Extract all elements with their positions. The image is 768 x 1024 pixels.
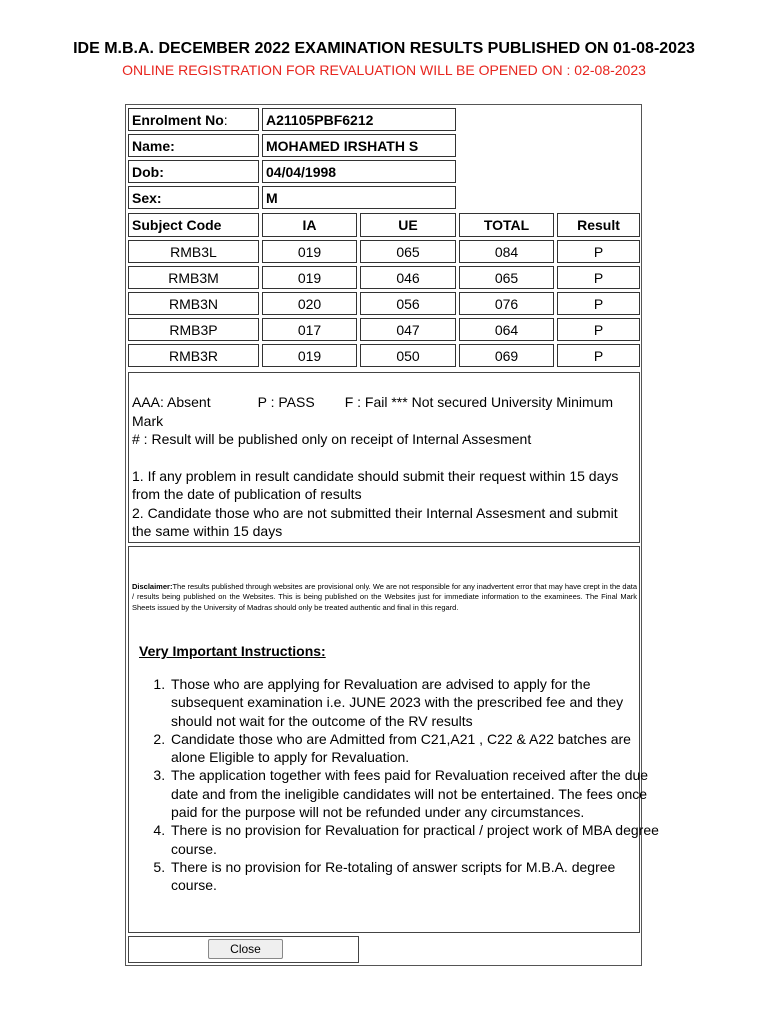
sex-label: Sex: — [128, 186, 259, 209]
col-header-result: Result — [557, 213, 640, 237]
row5-ia: 019 — [262, 344, 357, 367]
instruction-item: 1. Those who are applying for Revaluation are advised to apply for the subsequent examination i.e. JUNE 2023 with the prescribed fee and they should not wait for the outcome of the RV results — [169, 675, 659, 730]
note-2: 2. Candidate those who are not submitted their Internal Assesment and submit the same within 15 days — [132, 504, 618, 539]
dob-value: 04/04/1998 — [262, 160, 456, 183]
row2-result: P — [557, 266, 640, 289]
row1-ia: 019 — [262, 240, 357, 263]
row3-ia: 020 — [262, 292, 357, 315]
instruction-item: 3. The application together with fees paid for Revaluation received after the due date and from the ineligible candidates will not be entertained. The fees once paid for the purpose will not be refunded under any circumstances. — [169, 766, 659, 821]
col-header-total: TOTAL — [459, 213, 554, 237]
revaluation-notice: ONLINE REGISTRATION FOR REVALUATION WILL BE OPENED ON : 02-08-2023 — [122, 62, 646, 78]
legend-absent: AAA: Absent — [132, 394, 211, 410]
disclaimer-label: Disclaimer: — [132, 582, 173, 591]
legend-hash: # : Result will be published only on receipt of Internal Assesment — [132, 431, 532, 447]
instructions-heading: Very Important Instructions: — [139, 643, 326, 659]
row5-total: 069 — [459, 344, 554, 367]
sex-value: M — [262, 186, 456, 209]
row3-result: P — [557, 292, 640, 315]
legend-fail: F : Fail *** Not secured University Minimum Mark — [132, 394, 614, 429]
row1-subject-code: RMB3L — [128, 240, 259, 263]
row3-total: 076 — [459, 292, 554, 315]
instruction-item: 2. Candidate those who are Admitted from C21,A21 , C22 & A22 batches are alone Eligible to apply for Revaluation. — [169, 730, 659, 767]
disclaimer-text: The results published through websites are provisional only. We are not responsible for any inadvertent error that may have crept in the data / results being published on the Websites. This is being published on the Websites just for immediate information to the examinees. The Final Mark Sheets issued by the University of Madras should only be treated authentic and final in this regard. — [132, 582, 637, 612]
row4-total: 064 — [459, 318, 554, 341]
col-header-ia: IA — [262, 213, 357, 237]
disclaimer-section — [128, 546, 659, 933]
row5-result: P — [557, 344, 640, 367]
instruction-item: 5. There is no provision for Re-totaling of answer scripts for M.B.A. degree course. — [169, 858, 659, 895]
close-button[interactable]: Close — [208, 939, 283, 959]
row2-ia: 019 — [262, 266, 357, 289]
instruction-item: 4. There is no provision for Revaluation for practical / project work of MBA degree course. — [169, 821, 659, 858]
row4-ue: 047 — [360, 318, 456, 341]
row4-result: P — [557, 318, 640, 341]
enrolment-value: A21105PBF6212 — [262, 108, 456, 131]
enrolment-label: Enrolment No — [132, 112, 224, 128]
row2-ue: 046 — [360, 266, 456, 289]
row2-total: 065 — [459, 266, 554, 289]
legend-notes — [128, 372, 640, 543]
row3-subject-code: RMB3N — [128, 292, 259, 315]
row1-result: P — [557, 240, 640, 263]
col-header-subject-code: Subject Code — [128, 213, 259, 237]
note-1: 1. If any problem in result candidate should submit their request within 15 days from the date of publication of results — [132, 467, 619, 502]
page-title: IDE M.B.A. DECEMBER 2022 EXAMINATION RESULTS PUBLISHED ON 01-08-2023 — [73, 40, 695, 57]
col-header-ue: UE — [360, 213, 456, 237]
row5-ue: 050 — [360, 344, 456, 367]
instructions-list — [149, 675, 659, 895]
row4-subject-code: RMB3P — [128, 318, 259, 341]
enrolment-label-cell — [128, 108, 259, 131]
row4-ia: 017 — [262, 318, 357, 341]
disclaimer — [132, 582, 637, 613]
row3-ue: 056 — [360, 292, 456, 315]
name-value: MOHAMED IRSHATH S — [262, 134, 456, 157]
row1-total: 084 — [459, 240, 554, 263]
row2-subject-code: RMB3M — [128, 266, 259, 289]
legend-pass: P : PASS — [257, 394, 315, 410]
enrolment-colon: : — [223, 112, 228, 128]
name-label: Name: — [128, 134, 259, 157]
dob-label: Dob: — [128, 160, 259, 183]
row5-subject-code: RMB3R — [128, 344, 259, 367]
close-button-cell — [128, 936, 359, 963]
row1-ue: 065 — [360, 240, 456, 263]
